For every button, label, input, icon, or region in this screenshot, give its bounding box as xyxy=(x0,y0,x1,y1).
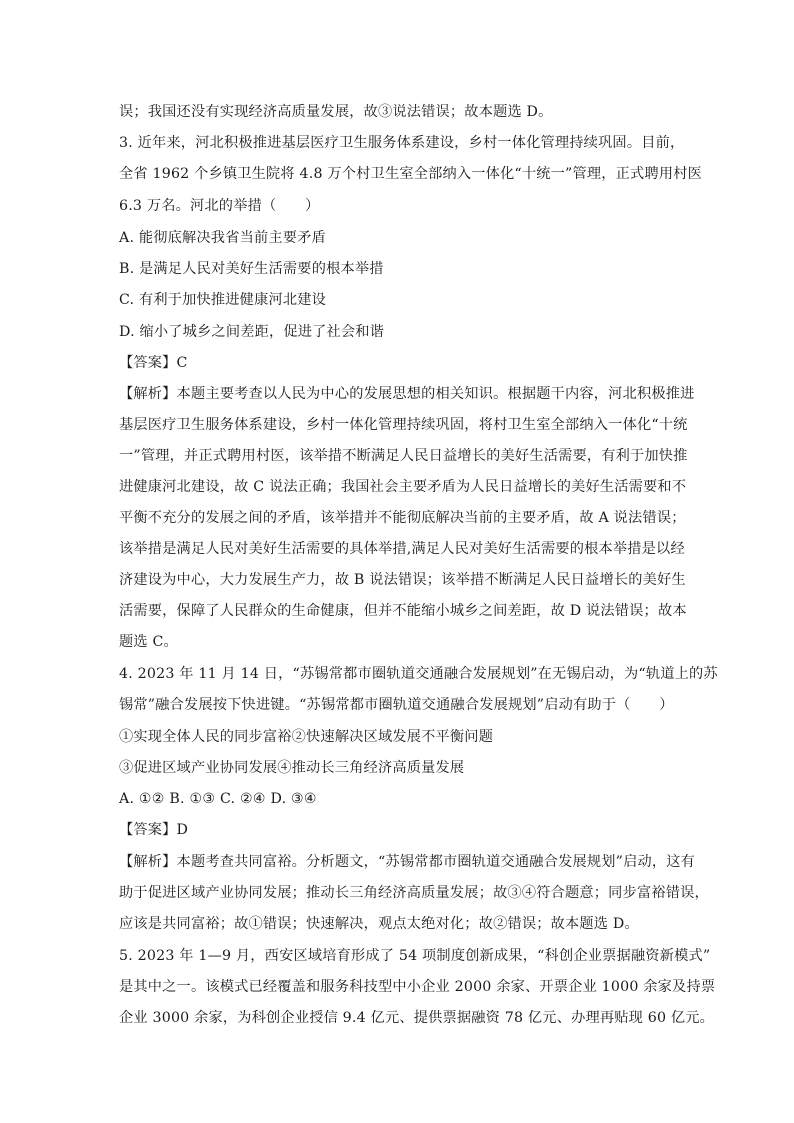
option-a: A. 能彻底解决我省当前主要矛盾 xyxy=(119,230,326,246)
text-line: 平衡不充分的发展之间的矛盾，该举措并不能彻底解决当前的主要矛盾，故 A 说法错误； xyxy=(119,510,686,526)
question-5-stem: 5. 2023 年 1—9 月，西安区域培育形成了 54 项制度创新成果，“科创企业票据融资新模式” xyxy=(119,948,711,964)
text-line: 企业 3000 余家，为科创企业授信 9.4 亿元、提供票据融资 78 亿元、办理再贴现 60 亿元。 xyxy=(119,1010,715,1026)
text-line: 基层医疗卫生服务体系建设，乡村一体化管理持续巩固，将村卫生室全部纳入一体化“十统 xyxy=(119,417,688,433)
text-line: 题选 C。 xyxy=(119,634,178,650)
text-line: 锡常”融合发展按下快进键。“苏锡常都市圈轨道交通融合发展规划”启动有助于（ ） xyxy=(119,697,674,713)
text-line: 一”管理，并正式聘用村医，该举措不断满足人民日益增长的美好生活需要，有利于加快推 xyxy=(119,448,688,464)
text-line: 该举措是满足人民对美好生活需要的具体举措,满足人民对美好生活需要的根本举措是以经 xyxy=(119,541,685,557)
text-line: 误；我国还没有实现经济高质量发展，故③说法错误；故本题选 D。 xyxy=(119,104,553,120)
statement-line: ③促进区域产业协同发展④推动长三角经济高质量发展 xyxy=(119,760,465,776)
text-line: 进健康河北建设，故 C 说法正确；我国社会主要矛盾为人民日益增长的美好生活需要和不 xyxy=(119,479,687,495)
option-b: B. 是满足人民对美好生活需要的根本举措 xyxy=(119,261,384,277)
options-line: A. ①② B. ①③ C. ②④ D. ③④ xyxy=(119,791,317,807)
question-3-stem: 3. 近年来，河北积极推进基层医疗卫生服务体系建设，乡村一体化管理持续巩固。目前， xyxy=(119,135,685,151)
option-c: C. 有利于加快推进健康河北建设 xyxy=(119,292,327,308)
text-line: 应该是共同富裕；故①错误；快速解决，观点太绝对化；故②错误；故本题选 D。 xyxy=(119,916,639,932)
text-line: 活需要，保障了人民群众的生命健康，但并不能缩小城乡之间差距，故 D 说法错误；故本 xyxy=(119,603,687,619)
analysis-text: 【解析】本题主要考查以人民为中心的发展思想的相关知识。根据题干内容，河北积极推进 xyxy=(119,386,695,402)
text-line: 济建设为中心，大力发展生产力，故 B 说法错误；该举措不断满足人民日益增长的美好生 xyxy=(119,572,686,588)
text-line: 6.3 万名。河北的举措（ ） xyxy=(119,198,320,214)
text-line: 助于促进区域产业协同发展；推动长三角经济高质量发展；故③④符合题意；同步富裕错误， xyxy=(119,885,709,901)
option-d: D. 缩小了城乡之间差距，促进了社会和谐 xyxy=(119,324,385,340)
text-line: 全省 1962 个乡镇卫生院将 4.8 万个村卫生室全部纳入一体化“十统一”管理，正式聘用村医 xyxy=(119,166,702,182)
answer-label: 【答案】C xyxy=(119,355,188,371)
text-line: 是其中之一。该模式已经覆盖和服务科技型中小企业 2000 余家、开票企业 1000 余家及持票 xyxy=(119,979,716,995)
statement-line: ①实现全体人民的同步富裕②快速解决区域发展不平衡问题 xyxy=(119,729,494,745)
answer-label: 【答案】D xyxy=(119,822,189,838)
analysis-text: 【解析】本题考查共同富裕。分析题文，“苏锡常都市圈轨道交通融合发展规划”启动，这有 xyxy=(119,854,696,870)
question-4-stem: 4. 2023 年 11 月 14 日，“苏锡常都市圈轨道交通融合发展规划”在无锡启动，为“轨道上的苏 xyxy=(119,666,718,682)
